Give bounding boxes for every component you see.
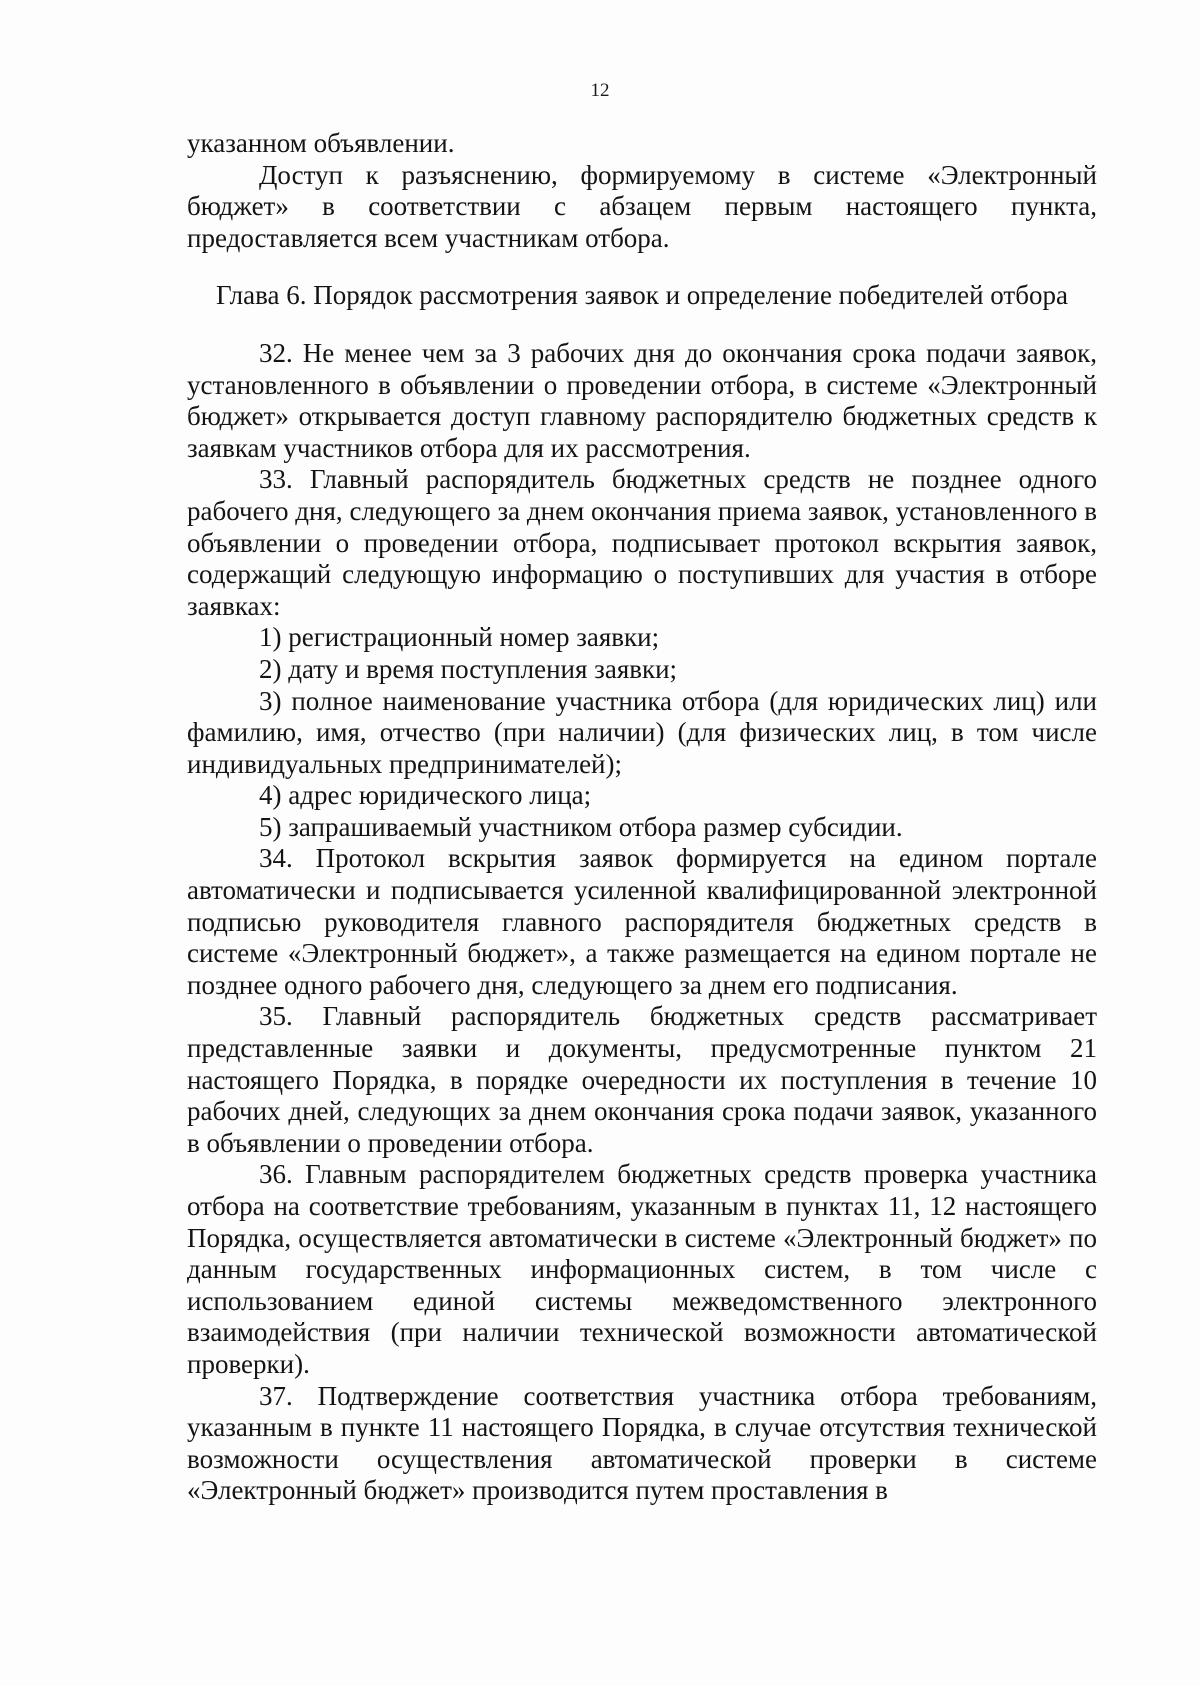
page-number: 12 xyxy=(590,80,610,101)
document-body xyxy=(187,128,1097,1507)
paragraph: 4) адрес юридического лица; xyxy=(259,780,592,811)
paragraphs-top xyxy=(187,128,1097,254)
paragraphs-main xyxy=(187,338,1097,1507)
paragraph: 32. Не менее чем за 3 рабочих дня до окончания срока подачи заявок, установленного в объявлении о проведении отбора, в системе «Электронный бюджет» открывается доступ главному распорядителю бюджетных средств к заявкам участников отбора для их рассмотрения. xyxy=(187,337,1097,463)
paragraph: Доступ к разъяснению, формируемому в системе «Электронный бюджет» в соответствии с абзацем первым настоящего пункта, предоставляется всем участникам отбора. xyxy=(187,159,1097,253)
paragraph: 33. Главный распорядитель бюджетных средств не позднее одного рабочего дня, следующего за днем окончания приема заявок, установленного в объявлении о проведении отбора, подписывает протокол вскрытия заявок, содержащий следующую информацию о поступивших для участия в отборе заявках: xyxy=(187,464,1097,621)
paragraph: 35. Главный распорядитель бюджетных средств рассматривает представленные заявки и документы, предусмотренные пунктом 21 настоящего Порядка, в порядке очередности их поступления в течение 10 рабочих дней, следующих за днем окончания срока подачи заявок, указанного в объявлении о проведении отбора. xyxy=(187,1001,1097,1158)
paragraph: 37. Подтверждение соответствия участника отбора требованиям, указанным в пункте 11 настоящего Порядка, в случае отсутствия технической возможности осуществления автоматической проверки в системе «Электронный бюджет» производится путем проставления в xyxy=(187,1380,1097,1506)
paragraph: 1) регистрационный номер заявки; xyxy=(259,622,660,653)
paragraph: 36. Главным распорядителем бюджетных средств проверка участника отбора на соответствие требованиям, указанным в пунктах 11, 12 настоящего Порядка, осуществляется автоматически в системе «Электронный бюджет» по данным государственных информационных систем, в том числе с использованием единой системы межведомственного электронного взаимодействия (при наличии технической возможности автоматической проверки). xyxy=(187,1159,1097,1379)
paragraph: 5) запрашиваемый участником отбора размер субсидии. xyxy=(259,811,903,842)
paragraph: 2) дату и время поступления заявки; xyxy=(259,653,678,684)
chapter-heading: Глава 6. Порядок рассмотрения заявок и определение победителей отбора xyxy=(216,280,1068,311)
paragraph: указанном объявлении. xyxy=(187,128,455,158)
paragraph: 34. Протокол вскрытия заявок формируется на едином портале автоматически и подписывается усиленной квалифицированной электронной подписью руководителя главного распорядителя бюджетных средств в системе «Электронный бюджет», а также размещается на едином портале не позднее одного рабочего дня, следующего за днем его подписания. xyxy=(187,843,1097,1000)
paragraph: 3) полное наименование участника отбора (для юридических лиц) или фамилию, имя, отчество (при наличии) (для физических лиц, в том числе индивидуальных предпринимателей); xyxy=(187,685,1097,779)
